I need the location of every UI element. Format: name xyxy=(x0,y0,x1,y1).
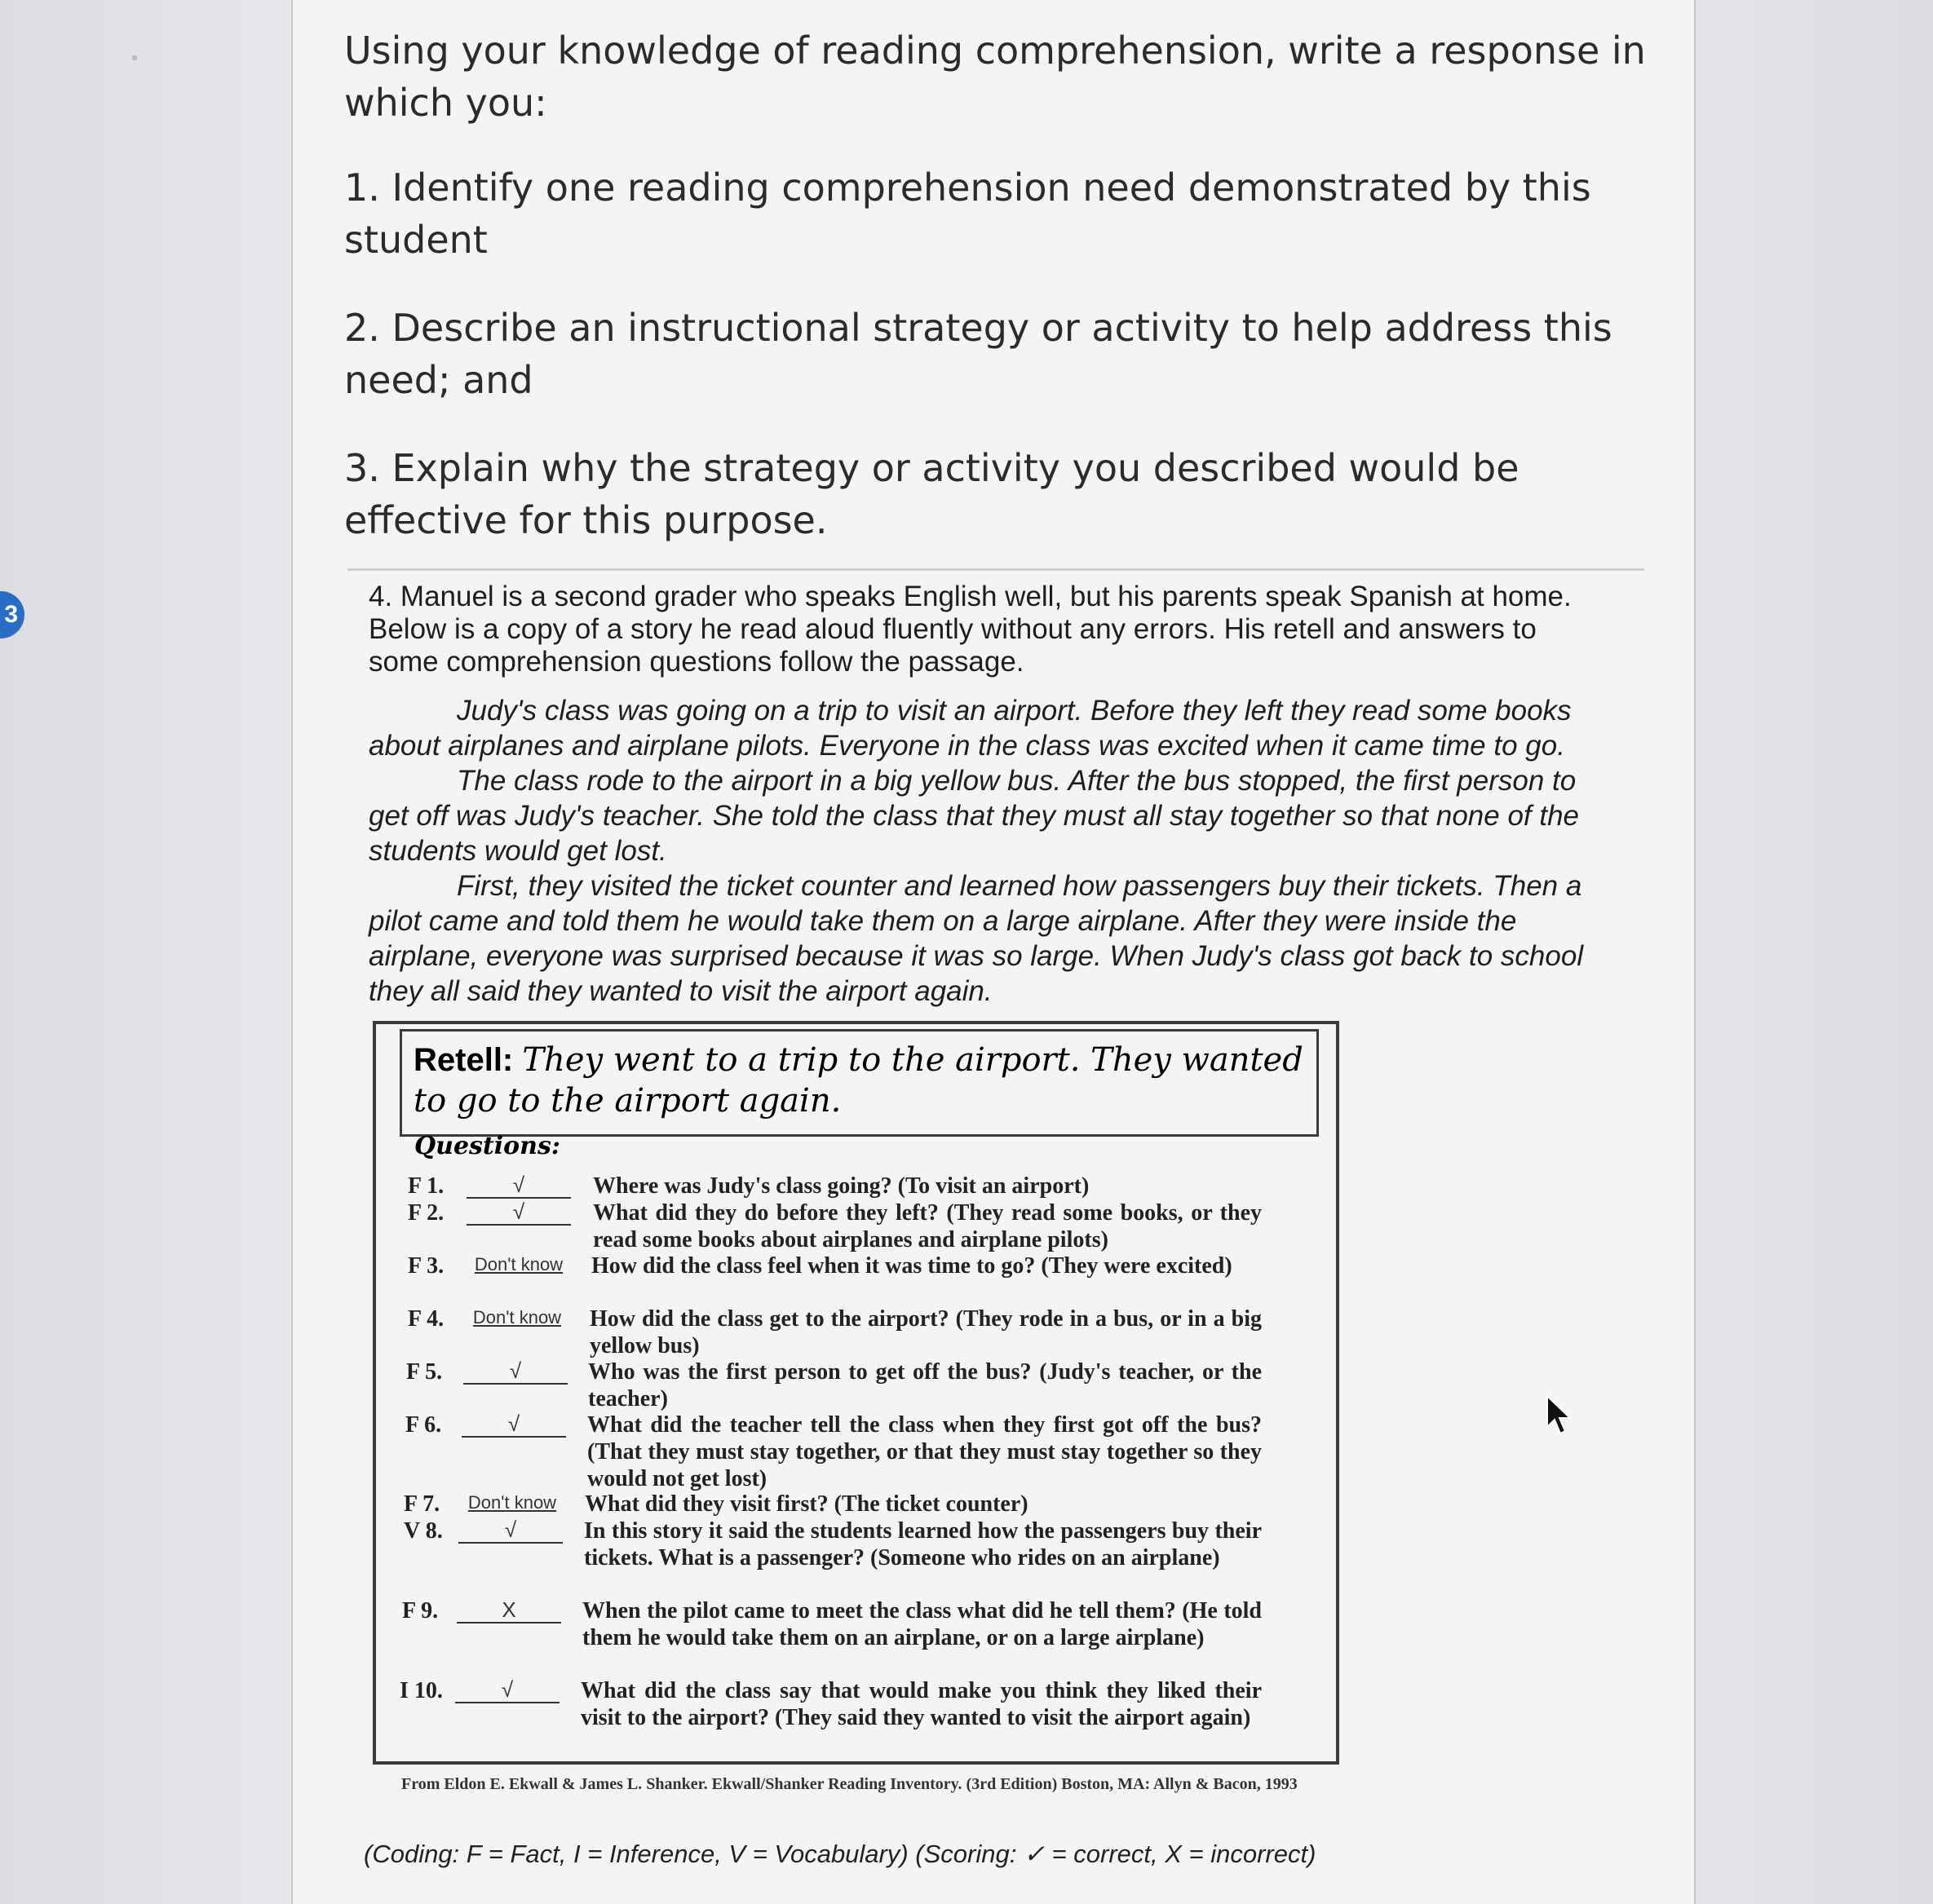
question-text: In this story it said the students learned how the passengers buy their tickets. What is a passenger? (Someone who rides on an airplane) xyxy=(584,1518,1262,1570)
story-paragraph: First, they visited the ticket counter and learned how passengers buy their tickets. Then a pilot came and told them he would take them on a large airplane. After they were inside the airplane, everyone was surprised because it was so large. When Judy's class got back to school they all said they wanted to visit the airport again. xyxy=(369,870,1584,1007)
question-code: F 4. xyxy=(408,1306,445,1332)
question-code: I 10. xyxy=(400,1678,443,1703)
question-code: F 1. xyxy=(408,1173,445,1199)
answer-mark: √ xyxy=(467,1173,571,1199)
answer-mark: Don't know xyxy=(467,1492,557,1513)
story-paragraph: Judy's class was going on a trip to visit an airport. Before they left they read some books about airplanes and airplane pilots. Everyone in the class was excited when it came time to go. xyxy=(369,695,1572,762)
prompt-item-1: 1. Identify one reading comprehension need demonstrated by this student xyxy=(344,166,1591,262)
retell-label: Retell: xyxy=(414,1042,514,1078)
question-code: F 3. xyxy=(408,1253,445,1279)
answer-mark: Don't know xyxy=(474,1254,564,1274)
question-code: V 8. xyxy=(404,1518,443,1544)
answer-mark: √ xyxy=(467,1199,571,1226)
prompt-section xyxy=(344,24,1649,582)
question-code: F 2. xyxy=(408,1200,445,1226)
source-citation: From Eldon E. Ekwall & James L. Shanker. Ekwall/Shanker Reading Inventory. (3rd Edition) Boston, MA: Allyn & Bacon, 1993 xyxy=(401,1775,1298,1793)
question-code: F 9. xyxy=(402,1598,439,1623)
answer-mark: √ xyxy=(455,1677,560,1703)
prompt-list xyxy=(344,161,1649,546)
question-text: Where was Judy's class going? (To visit an airport) xyxy=(593,1173,1090,1199)
story-passage xyxy=(369,693,1584,1009)
story-paragraph: The class rode to the airport in a big yellow bus. After the bus stopped, the first person to get off was Judy's teacher. She told the class that they must all stay together so that none of the students would get lost. xyxy=(369,765,1580,867)
question-text: How did the class feel when it was time to go? (They were excited) xyxy=(591,1253,1232,1279)
answer-mark: √ xyxy=(458,1517,563,1544)
answer-mark: √ xyxy=(463,1358,568,1385)
step-badge[interactable]: 3 xyxy=(0,591,24,638)
answer-mark: √ xyxy=(462,1411,566,1438)
worksheet-passage xyxy=(369,581,1584,1009)
mouse-cursor-icon xyxy=(1546,1394,1577,1437)
question-text: Who was the first person to get off the bus? (Judy's teacher, or the teacher) xyxy=(588,1359,1262,1411)
prompt-intro: Using your knowledge of reading comprehension, write a response in which you: xyxy=(344,29,1646,125)
question-text: What did the class say that would make you think they liked their visit to the airport? (They said they wanted to visit the airport again) xyxy=(581,1678,1262,1730)
prompt-item-3: 3. Explain why the strategy or activity you described would be effective for this purpose. xyxy=(344,446,1519,542)
section-divider xyxy=(347,568,1644,571)
prompt-item-2: 2. Describe an instructional strategy or activity to help address this need; and xyxy=(344,306,1612,402)
question-text: What did the teacher tell the class when they first got off the bus? (That they must stay together, or that they must stay together so they would not get lost) xyxy=(587,1412,1262,1491)
margin-dot xyxy=(132,55,137,60)
question-intro: 4. Manuel is a second grader who speaks English well, but his parents speak Spanish at home. Below is a copy of a story he read aloud fluently without any errors. His retell and answers to some comprehension questions follow the passage. xyxy=(369,581,1572,678)
retell-text: They went to a trip to the airport. They wanted to go to the airport again. xyxy=(414,1041,1303,1120)
question-text: What did they visit first? (The ticket counter) xyxy=(585,1491,1028,1517)
question-text: What did they do before they left? (They read some books, or they read some books about airplanes and airplane pilots) xyxy=(593,1200,1262,1252)
question-text: How did the class get to the airport? (They rode in a bus, or in a big yellow bus) xyxy=(590,1306,1262,1358)
coding-legend: (Coding: F = Fact, I = Inference, V = Vocabulary) (Scoring: ✓ = correct, X = incorrect) xyxy=(364,1840,1316,1868)
answer-mark: Don't know xyxy=(472,1307,562,1327)
answer-mark: X xyxy=(457,1597,561,1623)
left-margin xyxy=(0,0,290,1904)
retell-box xyxy=(400,1029,1319,1137)
right-margin xyxy=(1696,0,1933,1904)
question-code: F 5. xyxy=(406,1359,443,1385)
questions-heading: Questions: xyxy=(414,1132,560,1160)
question-text: When the pilot came to meet the class what did he tell them? (He told them he would take them on an airplane, or on a large airplane) xyxy=(582,1598,1262,1650)
question-code: F 6. xyxy=(405,1412,442,1438)
question-code: F 7. xyxy=(404,1491,440,1517)
